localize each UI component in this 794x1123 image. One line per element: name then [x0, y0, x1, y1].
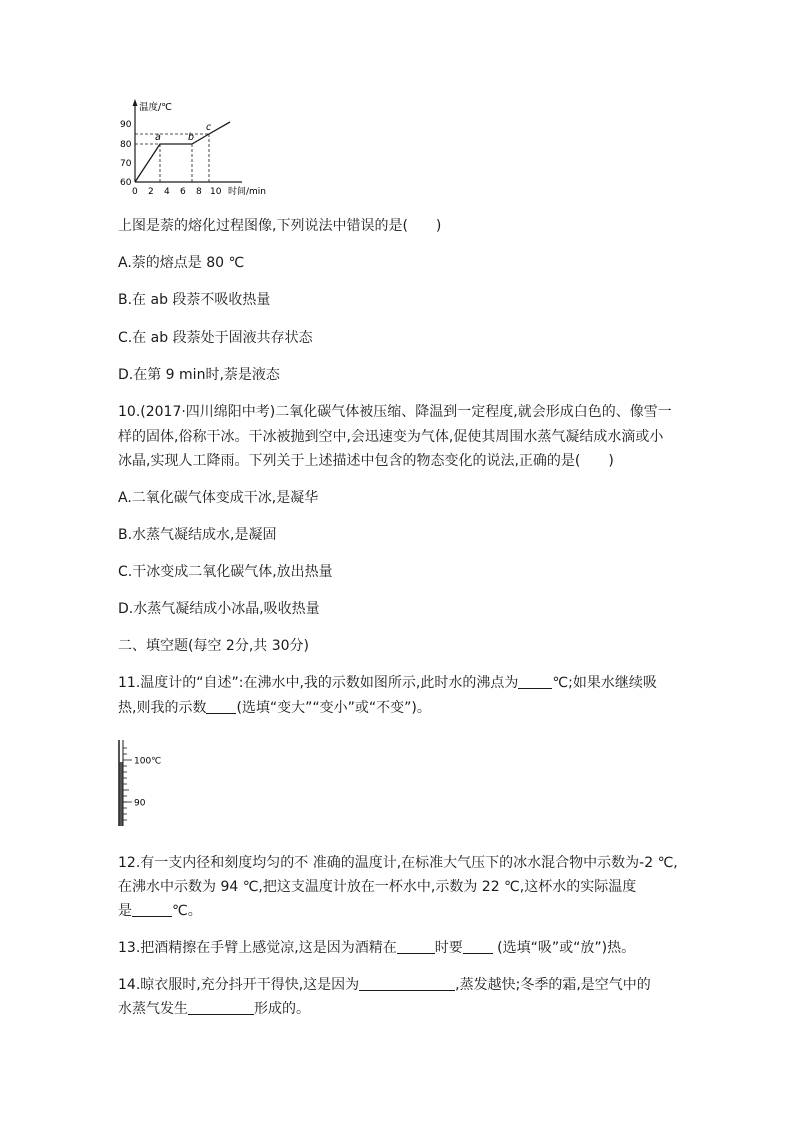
y-tick-label: 80: [120, 140, 132, 150]
q12-blank[interactable]: [132, 902, 172, 917]
q9-option-d: D.在第 9 min时,萘是液态: [118, 367, 280, 383]
q12-text-a: 是: [118, 903, 132, 919]
thermometer-liquid: [120, 762, 123, 826]
q13-blank-2[interactable]: [463, 939, 493, 954]
point-label-b: b: [188, 132, 195, 143]
section-title: 二、填空题(每空 2分,共 30分): [118, 638, 309, 654]
q12-line-3: [118, 901, 202, 921]
point-label-c: c: [206, 122, 212, 133]
thermometer-figure: [116, 740, 196, 828]
q14-text-c: 水蒸气发生: [118, 1001, 188, 1017]
q13-text-a: 13.把酒精擦在手臂上感觉凉,这是因为酒精在: [118, 940, 397, 956]
q14-text-a: 14.晾衣服时,充分抖开干得快,这是因为: [118, 977, 360, 993]
y-axis-label: 温度/℃: [139, 102, 172, 113]
q13-line: [118, 938, 635, 958]
q11-text-a: 11.温度计的“自述”:在沸水中,我的示数如图所示,此时水的沸点为: [118, 675, 519, 691]
q14-line-2: [118, 999, 310, 1019]
q10-line-3: 冰晶,实现人工降雨。下列关于上述描述中包含的物态变化的说法,正确的是( ): [118, 453, 614, 469]
q10-option-d: D.水蒸气凝结成小冰晶,吸收热量: [118, 601, 320, 617]
x-axis-label: 时间/min: [228, 187, 267, 197]
q14-line-1: [118, 975, 651, 995]
q12-line-2: 在沸水中示数为 94 ℃,把这支温度计放在一杯水中,示数为 22 ℃,这杯水的实际温度: [118, 879, 637, 895]
q11-text-b: ℃;如果水继续吸: [552, 675, 657, 691]
thermometer-label-90: 90: [134, 798, 146, 809]
thermometer-label-100: 100℃: [134, 756, 162, 767]
q11-blank-1[interactable]: [518, 674, 552, 689]
q11-blank-2[interactable]: [206, 699, 236, 714]
q13-blank-1[interactable]: [397, 939, 435, 954]
y-axis-arrow: [133, 99, 138, 106]
point-label-a: a: [155, 132, 161, 143]
thermometer-scale: [123, 748, 132, 820]
q14-blank-2[interactable]: [188, 1000, 254, 1015]
q11-line-1: [118, 673, 657, 693]
q9-option-b: B.在 ab 段萘不吸收热量: [118, 292, 271, 308]
q10-option-b: B.水蒸气凝结成水,是凝固: [118, 527, 277, 543]
q10-option-a: A.二氧化碳气体变成干冰,是凝华: [118, 490, 319, 506]
x-tick-label: 6: [180, 187, 186, 197]
q9-stem: 上图是萘的熔化过程图像,下列说法中错误的是( ): [118, 218, 442, 234]
x-tick-label: 8: [196, 187, 202, 197]
q11-line-2: [118, 698, 431, 718]
q10-line-1: 10.(2017·四川绵阳中考)二氧化碳气体被压缩、降温到一定程度,就会形成白色的、像雪一: [118, 404, 672, 420]
q12-line-1: 12.有一支内径和刻度均匀的不 准确的温度计,在标准大气压下的冰水混合物中示数为-2 ℃,: [118, 855, 678, 871]
x-tick-label: 10: [210, 187, 222, 197]
q9-option-c: C.在 ab 段萘处于固液共存状态: [118, 330, 313, 346]
q13-text-b: 时要: [434, 940, 463, 956]
x-tick-label: 2: [148, 187, 154, 197]
q10-option-c: C.干冰变成二氧化碳气体,放出热量: [118, 564, 333, 580]
q11-text-c: 热,则我的示数: [118, 700, 207, 716]
y-tick-label: 70: [120, 159, 132, 169]
q12-text-b: ℃。: [172, 903, 202, 919]
q14-text-d: 形成的。: [254, 1001, 310, 1017]
y-tick-label: 60: [120, 178, 132, 188]
y-tick-label: 90: [120, 120, 132, 130]
q14-text-b: ,蒸发越快;冬季的霜,是空气中的: [455, 977, 651, 993]
q9-option-a: A.萘的熔点是 80 ℃: [118, 255, 245, 271]
q13-text-c: (选填“吸”或“放”)热。: [492, 940, 636, 956]
q10-line-2: 样的固体,俗称干冰。干冰被抛到空中,会迅速变为气体,促使其周围水蒸气凝结成水滴或小: [118, 429, 664, 445]
melting-graph: [112, 96, 282, 200]
x-tick-label: 0: [132, 187, 138, 197]
x-tick-label: 4: [164, 187, 170, 197]
q14-blank-1[interactable]: [359, 976, 455, 991]
q11-text-d: (选填“变大”“变小”或“不变”)。: [236, 700, 431, 716]
melting-curve: [135, 122, 230, 182]
